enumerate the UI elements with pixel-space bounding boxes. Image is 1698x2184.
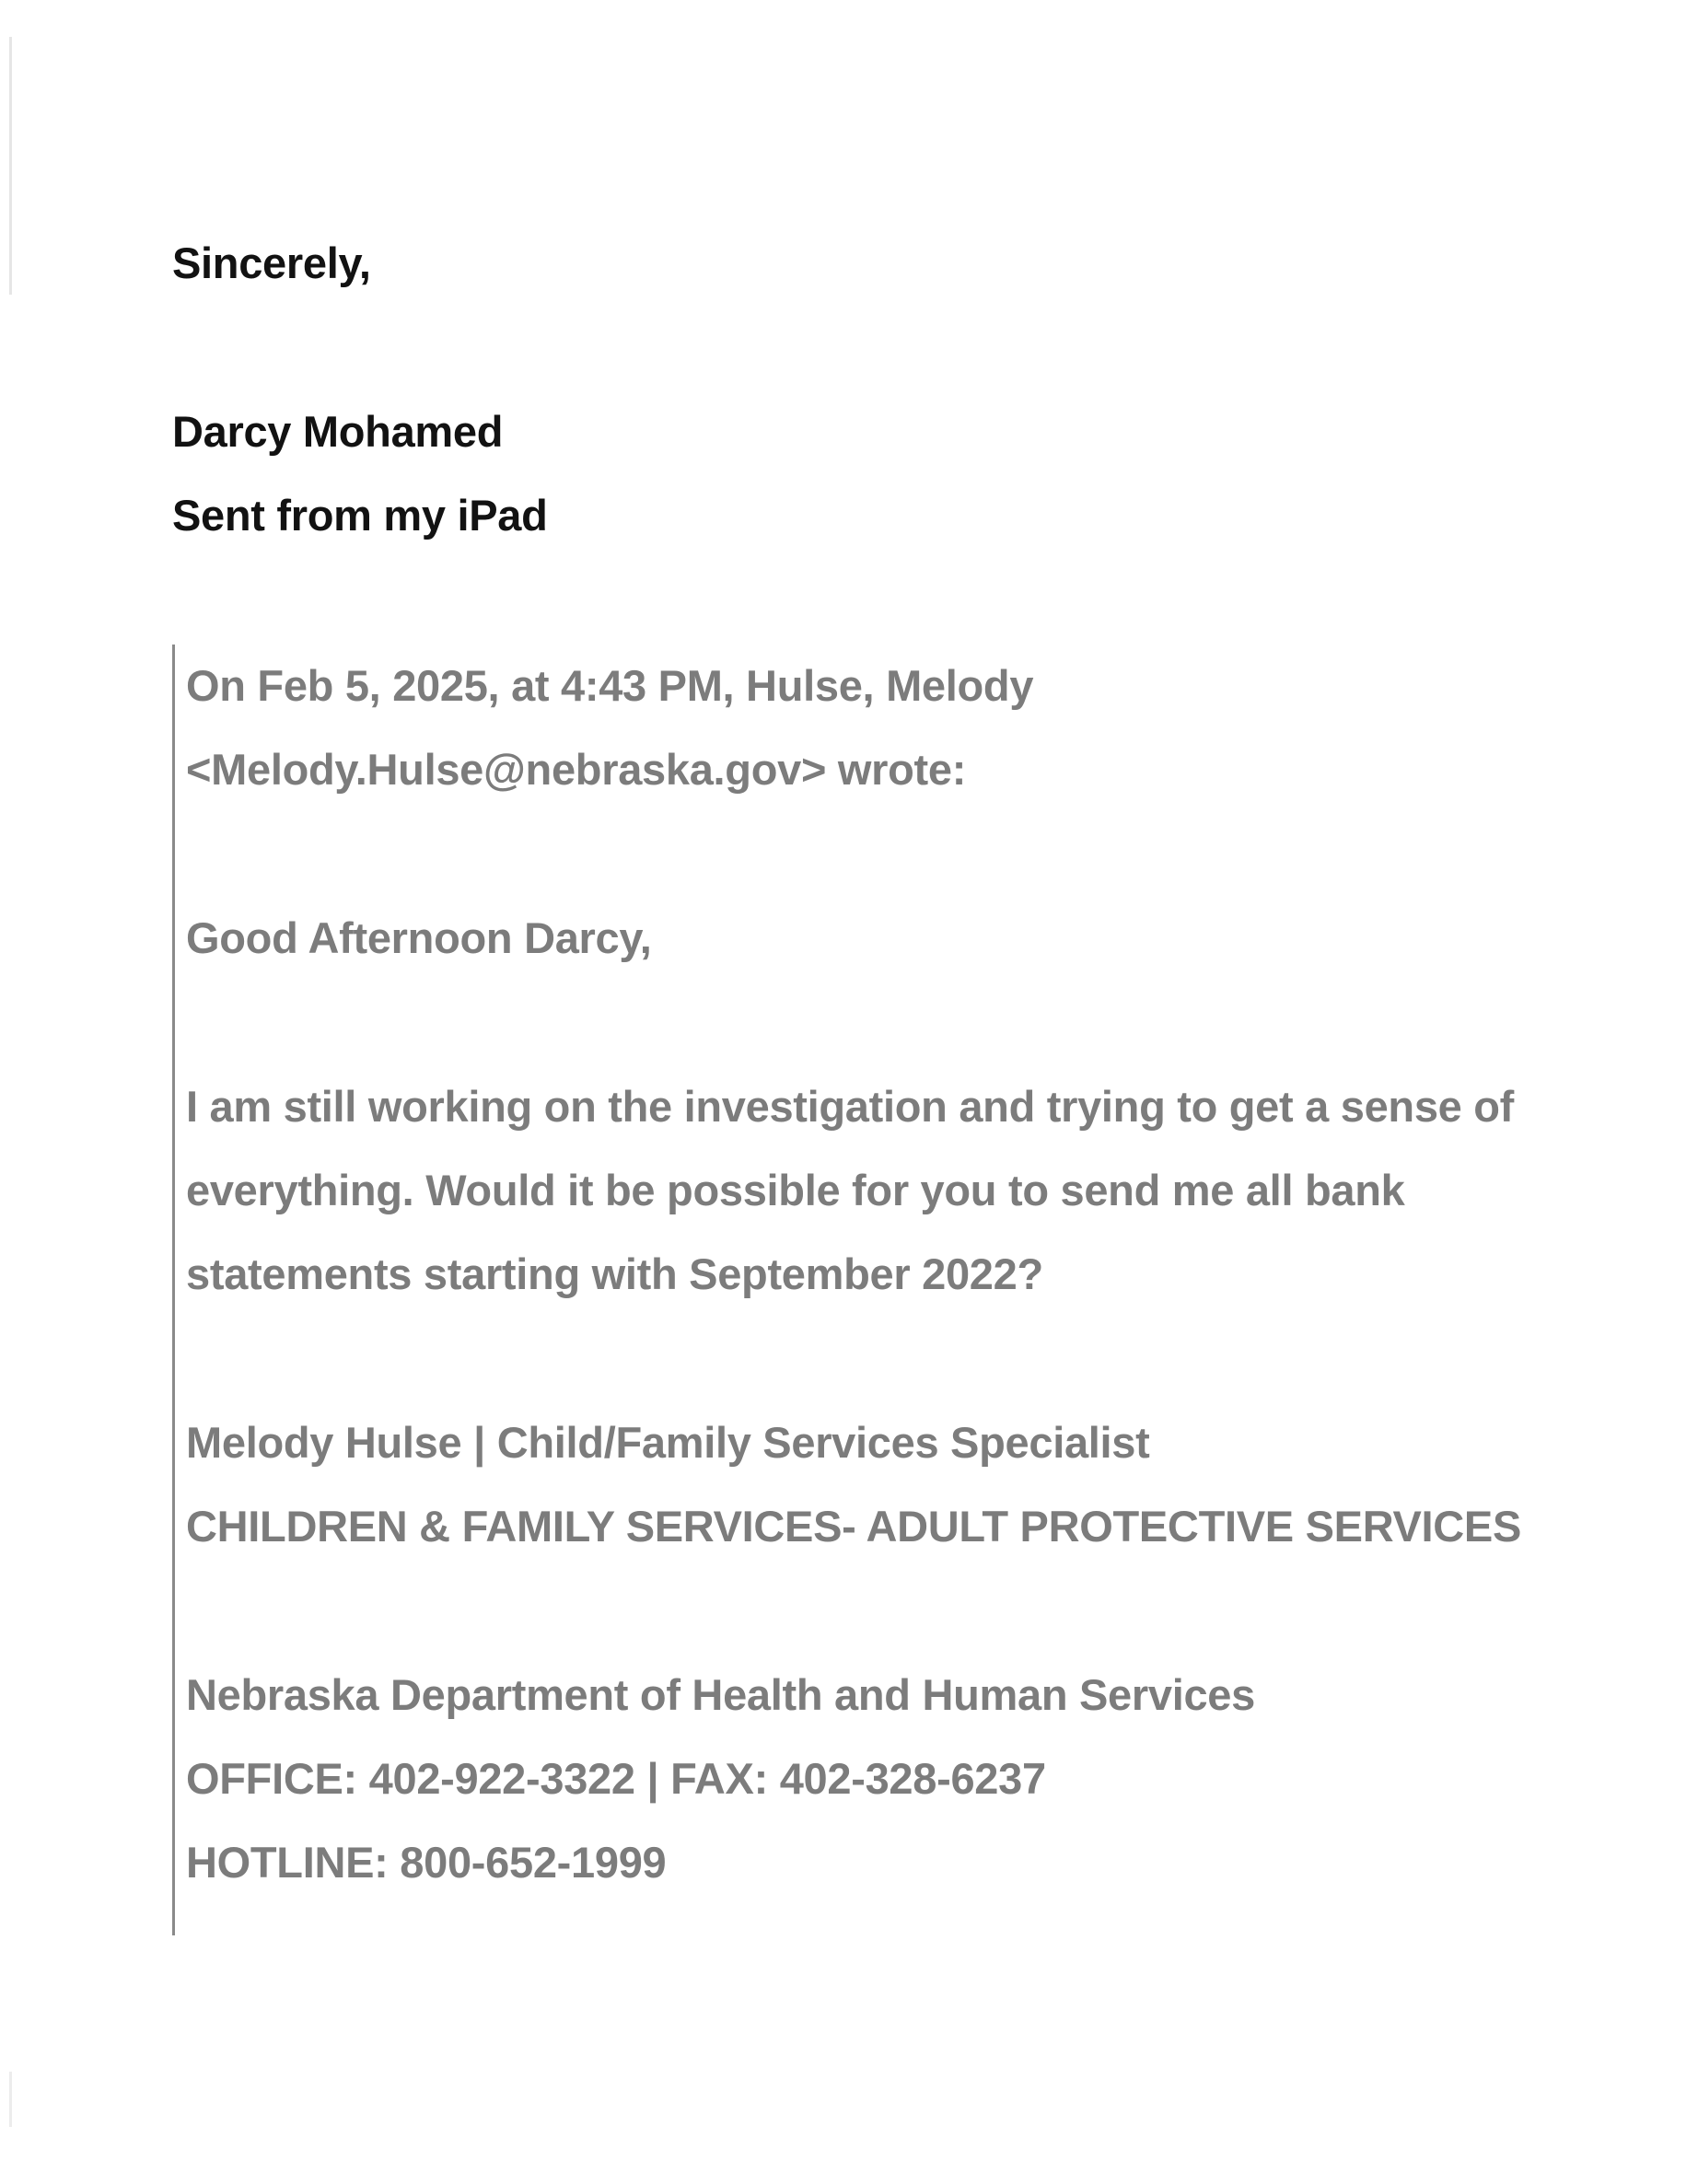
- signature-division: CHILDREN & FAMILY SERVICES- ADULT PROTECTIVE SERVICES: [186, 1502, 1522, 1551]
- quoted-body-line-2: everything. Would it be possible for you to send me all bank: [186, 1166, 1405, 1214]
- quoted-body-line-1: I am still working on the investigation and trying to get a sense of: [186, 1082, 1515, 1131]
- signature-hotline: HOTLINE: 800-652-1999: [186, 1838, 667, 1887]
- signature-office-fax: OFFICE: 402-922-3322 | FAX: 402-328-6237: [186, 1754, 1046, 1803]
- quoted-header-line-1: On Feb 5, 2025, at 4:43 PM, Hulse, Melody: [186, 661, 1034, 710]
- signature-agency: Nebraska Department of Health and Human Services: [186, 1670, 1255, 1719]
- quote-bar: [172, 645, 175, 1935]
- closing-text: Sincerely,: [172, 238, 371, 287]
- scan-edge-shadow: [9, 37, 12, 295]
- device-note: Sent from my iPad: [172, 491, 548, 540]
- quoted-body-line-3: statements starting with September 2022?: [186, 1249, 1043, 1298]
- signature-name-title: Melody Hulse | Child/Family Services Specialist: [186, 1418, 1150, 1467]
- scan-edge-shadow-bottom: [9, 2072, 12, 2127]
- quoted-header-line-2: <Melody.Hulse@nebraska.gov> wrote:: [186, 745, 967, 794]
- sender-name: Darcy Mohamed: [172, 407, 504, 456]
- quoted-greeting: Good Afternoon Darcy,: [186, 913, 652, 962]
